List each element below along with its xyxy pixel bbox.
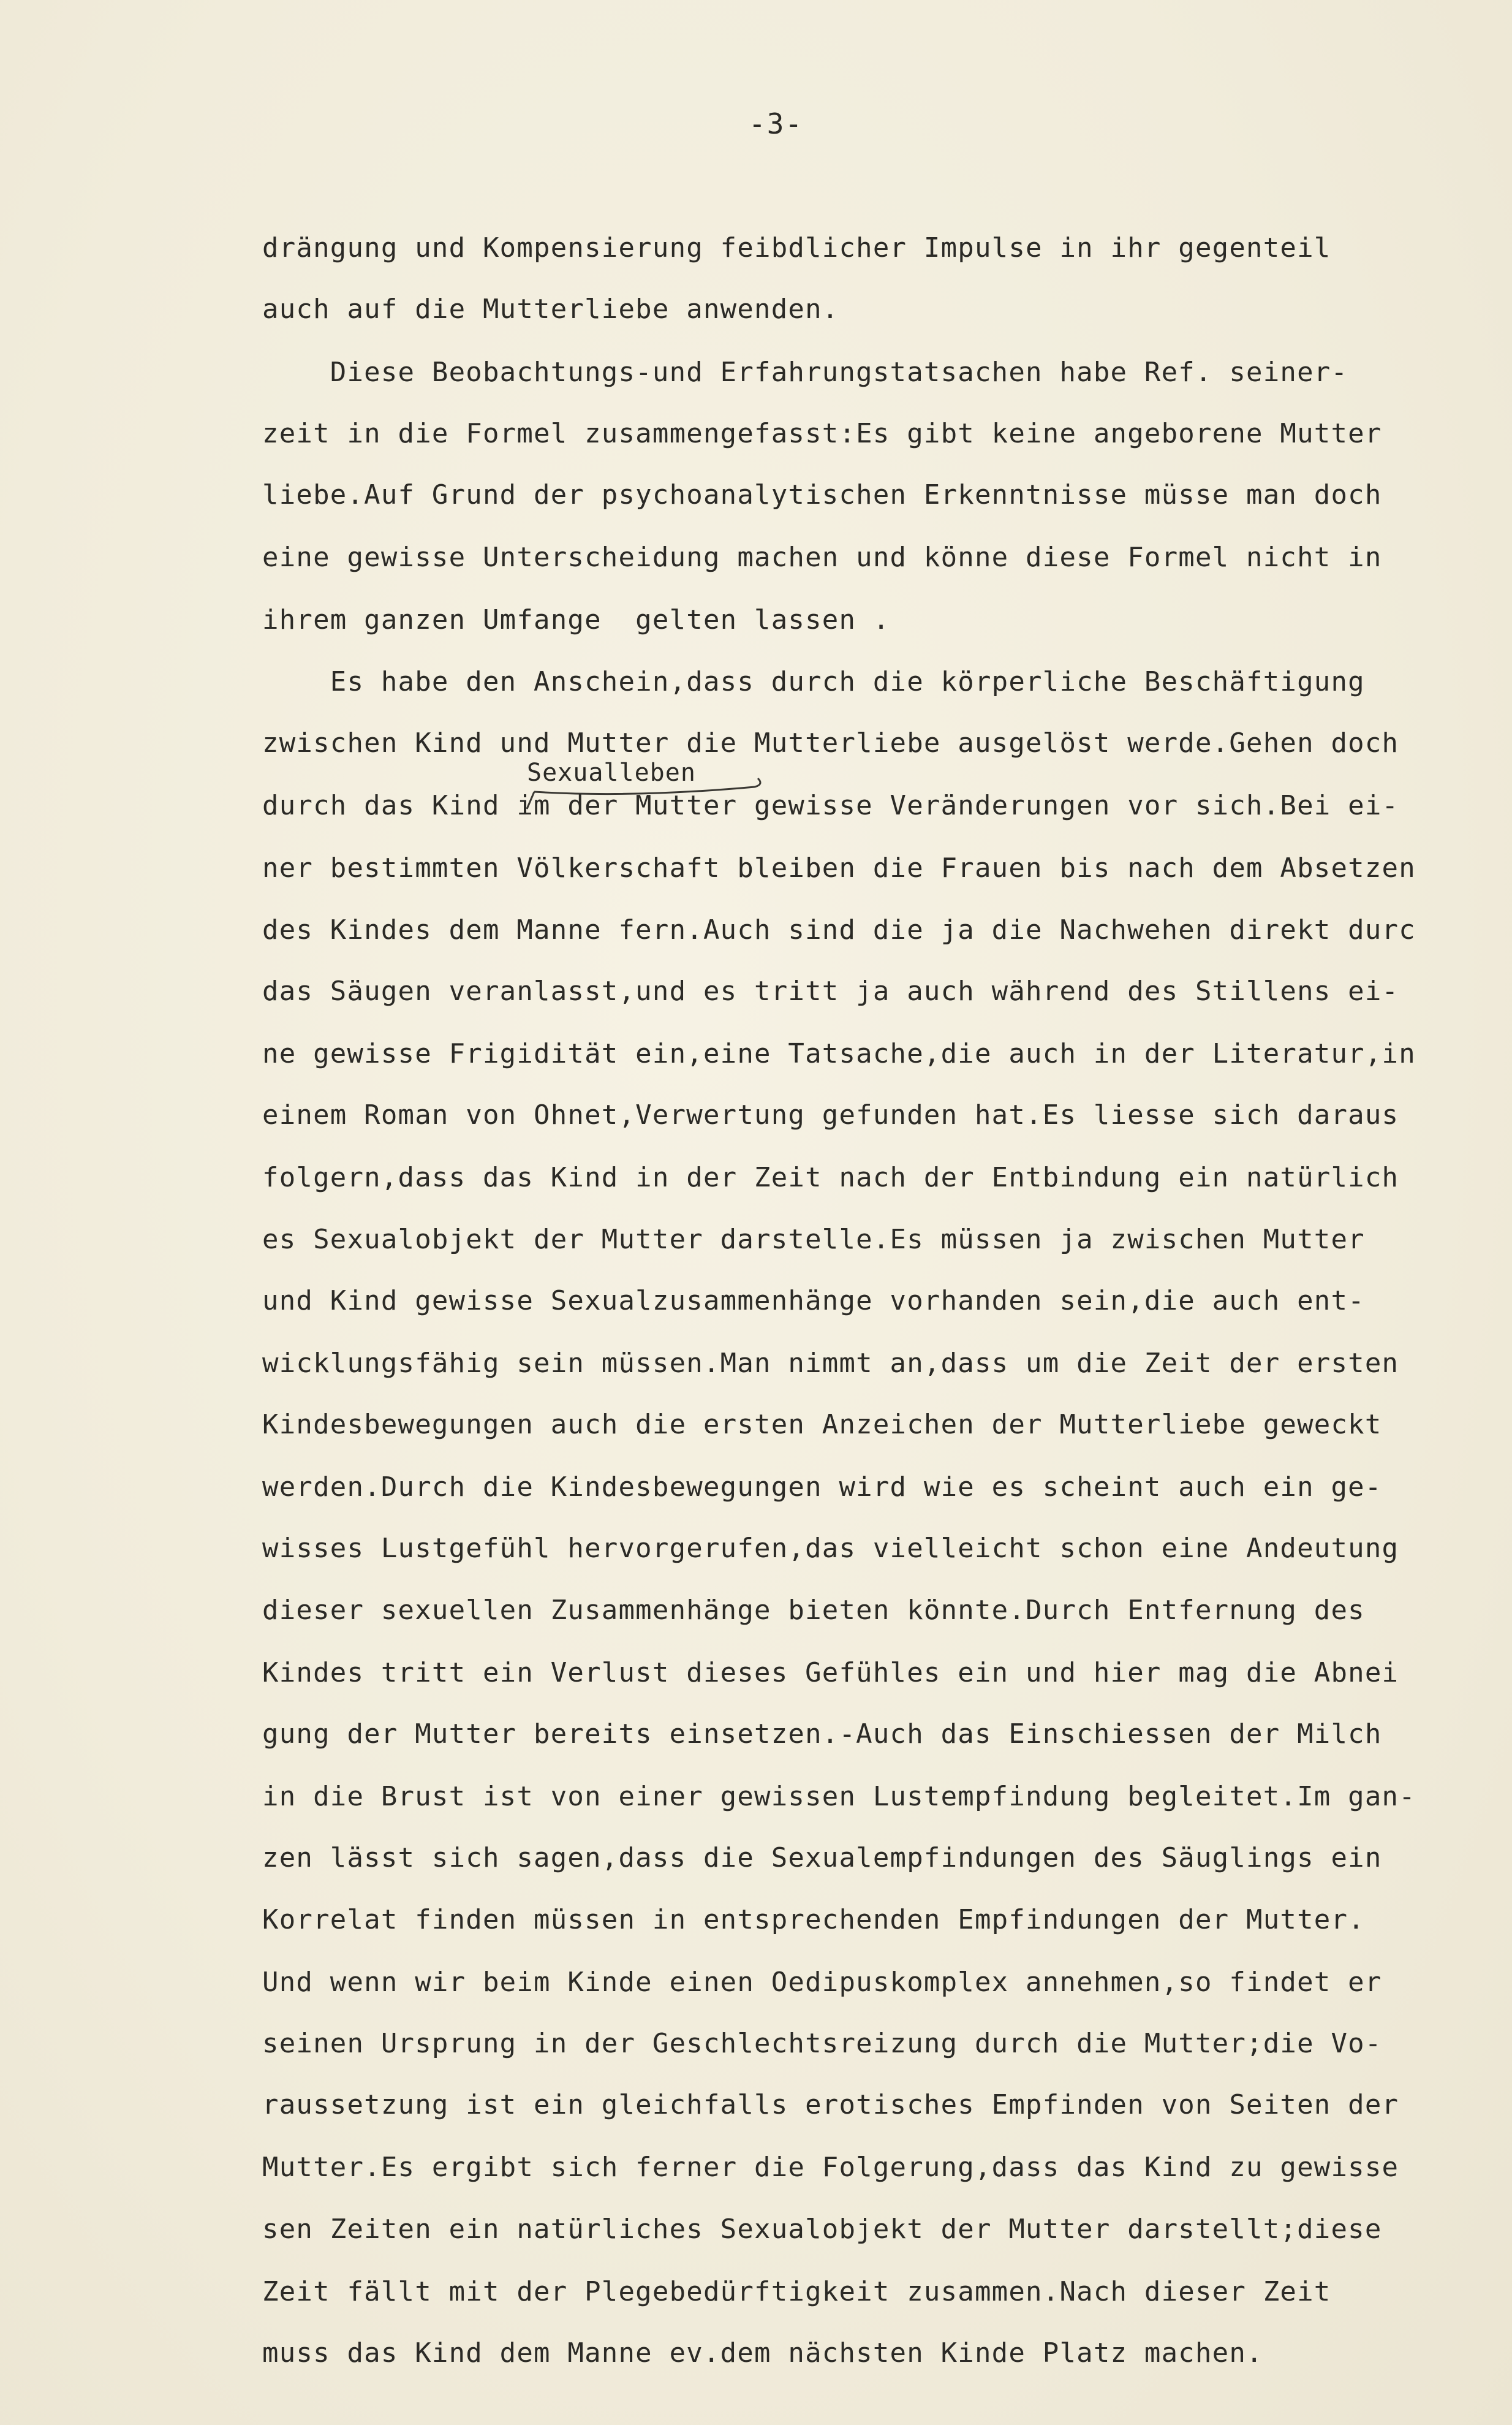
text-line: werden.Durch die Kindesbewegungen wird wie es scheint auch ein ge- [262, 1471, 1382, 1503]
text-line: Mutter.Es ergibt sich ferner die Folgerung,dass das Kind zu gewisse [262, 2152, 1399, 2183]
text-line: wicklungsfähig sein müssen.Man nimmt an,dass um die Zeit der ersten [262, 1348, 1399, 1379]
text-line: Korrelat finden müssen in entsprechenden Empfindungen der Mutter. [262, 1904, 1365, 1935]
text-line: Diese Beobachtungs-und Erfahrungstatsachen habe Ref. seiner- [262, 357, 1348, 388]
text-line: Kindes tritt ein Verlust dieses Gefühles ein und hier mag die Abnei [262, 1657, 1399, 1688]
text-line: Und wenn wir beim Kinde einen Oedipuskomplex annehmen,so findet er [262, 1967, 1382, 1998]
text-line: raussetzung ist ein gleichfalls erotisches Empfinden von Seiten der [262, 2089, 1399, 2120]
text-line: wisses Lustgefühl hervorgerufen,das vielleicht schon eine Andeutung [262, 1533, 1399, 1564]
text-line: zeit in die Formel zusammengefasst:Es gibt keine angeborene Mutter [262, 418, 1382, 449]
page-number: -3- [749, 107, 804, 140]
text-line: dieser sexuellen Zusammenhänge bieten könnte.Durch Entfernung des [262, 1595, 1365, 1626]
text-line: auch auf die Mutterliebe anwenden. [262, 294, 839, 325]
text-line: folgern,dass das Kind in der Zeit nach der Entbindung ein natürlich [262, 1162, 1399, 1193]
text-line: sen Zeiten ein natürliches Sexualobjekt der Mutter darstellt;diese [262, 2214, 1382, 2245]
text-line: Es habe den Anschein,dass durch die körperliche Beschäftigung [262, 666, 1365, 697]
text-line: Zeit fällt mit der Plegebedürftigkeit zusammen.Nach dieser Zeit [262, 2276, 1331, 2307]
text-line: muss das Kind dem Manne ev.dem nächsten Kinde Platz machen. [262, 2337, 1263, 2369]
text-line: ne gewisse Frigidität ein,eine Tatsache,die auch in der Literatur,in [262, 1038, 1416, 1069]
text-line: des Kindes dem Manne fern.Auch sind die ja die Nachwehen direkt durc [262, 914, 1416, 946]
text-line: das Säugen veranlasst,und es tritt ja auch während des Stillens ei- [262, 976, 1399, 1007]
text-line: liebe.Auf Grund der psychoanalytischen Erkenntnisse müsse man doch [262, 479, 1382, 510]
text-line: eine gewisse Unterscheidung machen und könne diese Formel nicht in [262, 542, 1382, 573]
text-line: es Sexualobjekt der Mutter darstelle.Es müssen ja zwischen Mutter [262, 1224, 1365, 1255]
text-line: zen lässt sich sagen,dass die Sexualempfindungen des Säuglings ein [262, 1842, 1382, 1873]
handwritten-insertion: Sexualleben [527, 759, 696, 787]
text-line: ihrem ganzen Umfange gelten lassen . [262, 604, 890, 636]
text-line: zwischen Kind und Mutter die Mutterliebe ausgelöst werde.Gehen doch [262, 727, 1399, 759]
text-line: in die Brust ist von einer gewissen Lustempfindung begleitet.Im gan- [262, 1781, 1416, 1812]
text-line: seinen Ursprung in der Geschlechtsreizung durch die Mutter;die Vo- [262, 2028, 1382, 2059]
text-line: ner bestimmten Völkerschaft bleiben die Frauen bis nach dem Absetzen [262, 852, 1416, 884]
text-line: durch das Kind im der Mutter gewisse Veränderungen vor sich.Bei ei- [262, 790, 1399, 821]
text-line: Kindesbewegungen auch die ersten Anzeichen der Mutterliebe geweckt [262, 1409, 1382, 1440]
text-line: gung der Mutter bereits einsetzen.-Auch das Einschiessen der Milch [262, 1718, 1382, 1750]
text-line: und Kind gewisse Sexualzusammenhänge vorhanden sein,die auch ent- [262, 1285, 1365, 1316]
text-line: einem Roman von Ohnet,Verwertung gefunden hat.Es liesse sich daraus [262, 1099, 1399, 1131]
text-line: drängung und Kompensierung feibdlicher Impulse in ihr gegenteil [262, 232, 1331, 264]
